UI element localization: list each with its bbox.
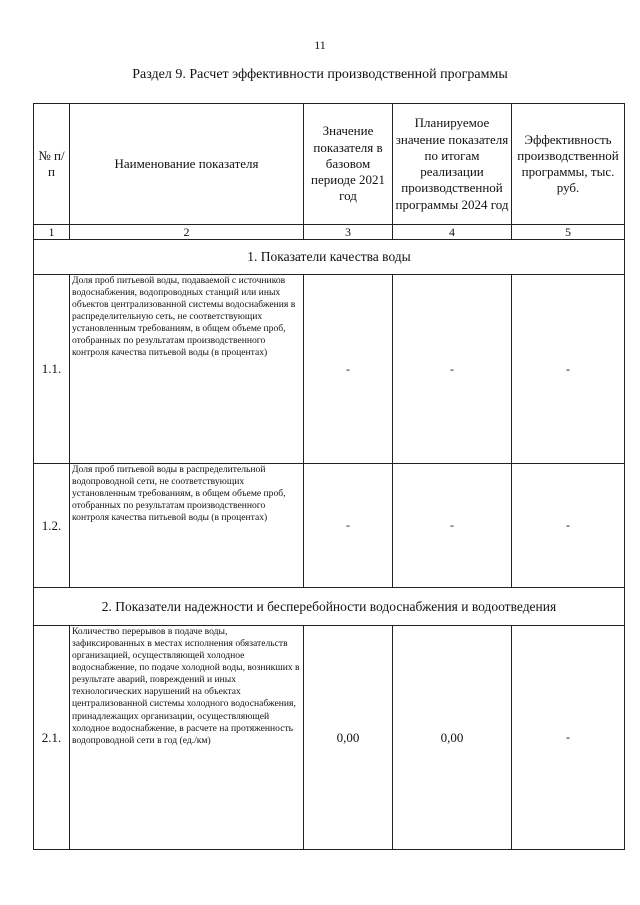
table-header-row <box>34 104 625 225</box>
header-planned-value: Планируемое значение показателя по итогам реализации производственной программы 2024 год <box>393 104 512 225</box>
planned-value: - <box>393 464 512 588</box>
header-base-value: Значение показателя в базовом периоде 2021 год <box>304 104 393 225</box>
base-value: - <box>304 275 393 464</box>
group-header-row <box>34 588 625 626</box>
header-indicator-name: Наименование показателя <box>70 104 304 225</box>
section-title: Раздел 9. Расчет эффективности производственной программы <box>132 67 508 82</box>
table-row <box>34 626 625 850</box>
group-header-row <box>34 240 625 275</box>
efficiency-table <box>33 103 625 850</box>
indicator-name: Доля проб питьевой воды в распределительной водопроводной сети, не соответствующих установленным требованиям, в общем объеме проб, отобранных по результатам производственного контроля качества питьевой воды (в процентах) <box>70 464 304 588</box>
column-number: 2 <box>70 225 304 240</box>
table-row <box>34 275 625 464</box>
base-value: - <box>304 464 393 588</box>
group-title-water-quality: 1. Показатели качества воды <box>34 240 625 275</box>
header-efficiency: Эффективность производственной программы, тыс. руб. <box>512 104 625 225</box>
row-number: 2.1. <box>34 626 70 850</box>
row-number: 1.2. <box>34 464 70 588</box>
indicator-name: Доля проб питьевой воды, подаваемой с источников водоснабжения, водопроводных станций или иных объектов централизованной системы водоснабжения в распределительную сеть, не соответствующих установленным требованиям, в общем объеме проб, отобранных по результатам производственного контроля качества питьевой воды (в процентах) <box>70 275 304 464</box>
column-number: 4 <box>393 225 512 240</box>
indicator-name: Количество перерывов в подаче воды, зафиксированных в местах исполнения обязательств организацией, осуществляющей холодное водоснабжение, по подаче холодной воды, возникших в результате аварий, повреждений и иных технологических нарушений на объектах централизованной системы холодного водоснабжения, принадлежащих организации, осуществляющей холодное водоснабжение, в расчете на протяженность водопроводной сети в год (ед./км) <box>70 626 304 850</box>
column-number: 3 <box>304 225 393 240</box>
efficiency-value: - <box>512 626 625 850</box>
base-value: 0,00 <box>304 626 393 850</box>
table-row <box>34 464 625 588</box>
page-number: 11 <box>314 38 326 52</box>
efficiency-value: - <box>512 275 625 464</box>
row-number: 1.1. <box>34 275 70 464</box>
planned-value: 0,00 <box>393 626 512 850</box>
group-title-reliability: 2. Показатели надежности и бесперебойности водоснабжения и водоотведения <box>34 588 625 626</box>
column-number: 1 <box>34 225 70 240</box>
column-number: 5 <box>512 225 625 240</box>
planned-value: - <box>393 275 512 464</box>
header-number: № п/п <box>34 104 70 225</box>
column-number-row <box>34 225 625 240</box>
efficiency-value: - <box>512 464 625 588</box>
